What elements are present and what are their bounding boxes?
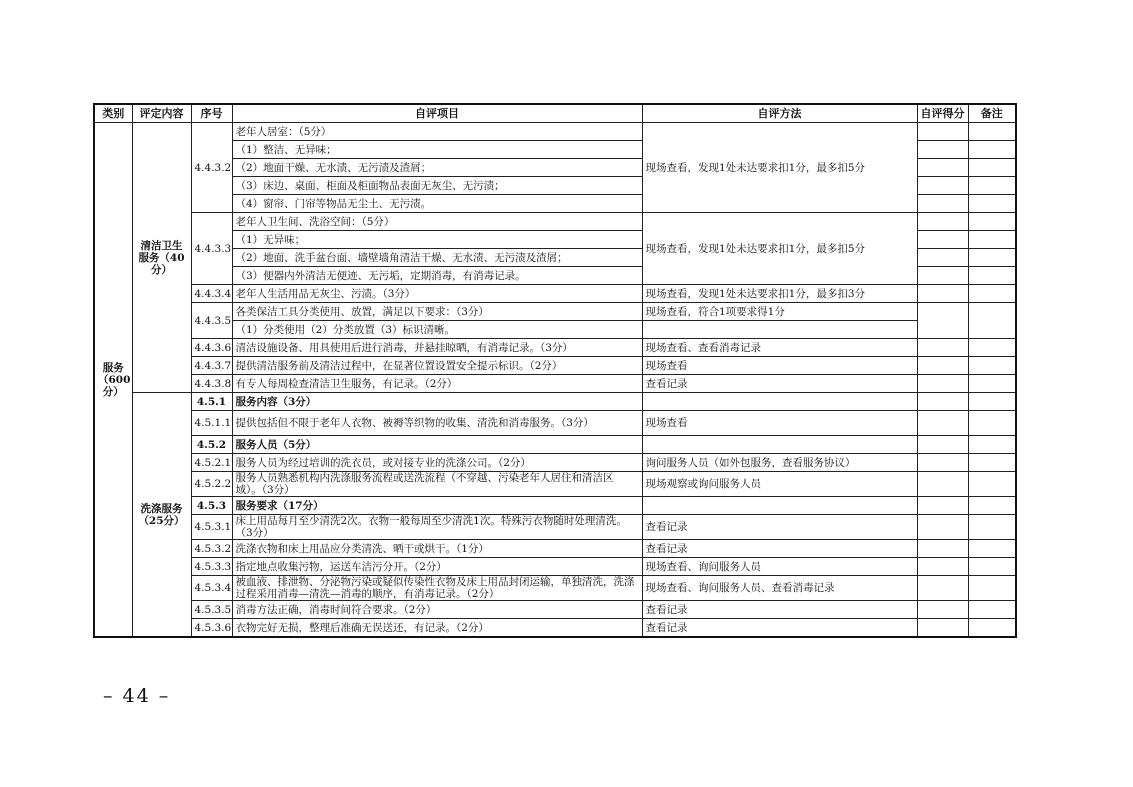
seq-cell: 4.5.3.1 xyxy=(191,515,232,540)
remark-cell[interactable] xyxy=(968,436,1016,454)
score-cell[interactable] xyxy=(917,231,968,249)
item-cell: （4）窗帘、门帘等物品无尘土、无污渍。 xyxy=(232,195,642,213)
seq-cell: 4.5.1.1 xyxy=(191,411,232,436)
remark-cell[interactable] xyxy=(968,619,1016,638)
score-cell[interactable] xyxy=(917,558,968,576)
method-cell: 现场查看，符合1项要求得1分 xyxy=(642,303,917,321)
score-cell[interactable] xyxy=(917,393,968,411)
score-cell[interactable] xyxy=(917,177,968,195)
section-title: 服务人员（5分） xyxy=(232,436,642,454)
table-row xyxy=(94,472,1016,497)
remark-cell[interactable] xyxy=(968,231,1016,249)
seq-cell: 4.4.3.4 xyxy=(191,285,232,303)
remark-cell[interactable] xyxy=(968,472,1016,497)
score-cell[interactable] xyxy=(917,123,968,141)
table-row xyxy=(94,393,1016,411)
item-cell: 床上用品每月至少清洗2次。衣物一般每周至少清洗1次。特殊污衣物随时处理清洗。（3分） xyxy=(232,515,642,540)
table-row xyxy=(94,454,1016,472)
item-cell: 老年人居室：（5分） xyxy=(232,123,642,141)
remark-cell[interactable] xyxy=(968,393,1016,411)
method-cell xyxy=(642,436,917,454)
header-remark: 备注 xyxy=(968,104,1016,123)
item-cell: （2）地面、洗手盆台面、墙壁墙角清洁干燥、无水渍、无污渍及渣屑； xyxy=(232,249,642,267)
remark-cell[interactable] xyxy=(968,213,1016,231)
page-number: – 44 – xyxy=(103,685,171,707)
method-cell: 查看记录 xyxy=(642,375,917,393)
seq-cell: 4.5.3 xyxy=(191,497,232,515)
score-cell[interactable] xyxy=(917,213,968,231)
item-cell: 有专人每周检查清洁卫生服务，有记录。（2分） xyxy=(232,375,642,393)
item-cell: 老年人卫生间、洗浴空间：（5分） xyxy=(232,213,642,231)
table-row xyxy=(94,213,1016,231)
seq-cell: 4.5.3.4 xyxy=(191,576,232,601)
self-evaluation-table xyxy=(93,103,1017,638)
table-row xyxy=(94,497,1016,515)
seq-cell: 4.5.2.1 xyxy=(191,454,232,472)
table-row xyxy=(94,321,1016,339)
table-row xyxy=(94,576,1016,601)
seq-cell: 4.5.3.5 xyxy=(191,601,232,619)
remark-cell[interactable] xyxy=(968,123,1016,141)
method-cell: 现场观察或询问服务人员 xyxy=(642,472,917,497)
table-row xyxy=(94,619,1016,638)
item-cell: （1）分类使用（2）分类放置（3）标识清晰。 xyxy=(232,321,642,339)
method-cell: 查看记录 xyxy=(642,540,917,558)
table-row xyxy=(94,375,1016,393)
table-row xyxy=(94,339,1016,357)
group-laundry: 洗涤服务（25分） xyxy=(132,393,191,638)
score-cell[interactable] xyxy=(917,576,968,601)
table-row xyxy=(94,540,1016,558)
item-cell: 老年人生活用品无灰尘、污渍。（3分） xyxy=(232,285,642,303)
method-cell: 现场查看、询问服务人员 xyxy=(642,558,917,576)
seq-cell: 4.5.2 xyxy=(191,436,232,454)
item-cell: 各类保洁工具分类使用、放置，满足以下要求：（3分） xyxy=(232,303,642,321)
method-cell xyxy=(642,497,917,515)
method-cell: 现场查看、查看消毒记录 xyxy=(642,339,917,357)
table-row xyxy=(94,123,1016,141)
item-cell: （1）无异味； xyxy=(232,231,642,249)
item-cell: （2）地面干燥、无水渍、无污渍及渣屑； xyxy=(232,159,642,177)
score-cell[interactable] xyxy=(917,515,968,540)
remark-cell[interactable] xyxy=(968,177,1016,195)
score-cell[interactable] xyxy=(917,267,968,285)
item-cell: （1）整洁、无异味； xyxy=(232,141,642,159)
table-row xyxy=(94,357,1016,375)
header-method: 自评方法 xyxy=(642,104,917,123)
method-cell: 现场查看、询问服务人员、查看消毒记录 xyxy=(642,576,917,601)
seq-cell: 4.4.3.3 xyxy=(191,213,232,285)
section-title: 服务要求（17分） xyxy=(232,497,642,515)
method-cell: 现场查看，发现1处未达要求扣1分，最多扣3分 xyxy=(642,285,917,303)
item-cell: 提供清洁服务前及清洁过程中，在显著位置设置安全提示标识。（2分） xyxy=(232,357,642,375)
item-cell: 服务人员为经过培训的洗衣员，或对接专业的洗涤公司。（2分） xyxy=(232,454,642,472)
score-cell[interactable] xyxy=(917,472,968,497)
score-cell[interactable] xyxy=(917,285,968,303)
item-cell: 指定地点收集污物，运送车洁污分开。（2分） xyxy=(232,558,642,576)
method-cell: 查看记录 xyxy=(642,515,917,540)
header-score: 自评得分 xyxy=(917,104,968,123)
score-cell[interactable] xyxy=(917,454,968,472)
item-cell: （3）床边、桌面、柜面及柜面物品表面无灰尘、无污渍； xyxy=(232,177,642,195)
remark-cell[interactable] xyxy=(968,141,1016,159)
method-cell xyxy=(642,321,917,339)
score-cell[interactable] xyxy=(917,601,968,619)
remark-cell[interactable] xyxy=(968,195,1016,213)
method-cell: 查看记录 xyxy=(642,619,917,638)
table-row xyxy=(94,303,1016,321)
remark-cell[interactable] xyxy=(968,576,1016,601)
table-row xyxy=(94,515,1016,540)
remark-cell[interactable] xyxy=(968,357,1016,375)
remark-cell[interactable] xyxy=(968,497,1016,515)
table-row xyxy=(94,601,1016,619)
seq-cell: 4.5.3.3 xyxy=(191,558,232,576)
remark-cell[interactable] xyxy=(968,267,1016,285)
item-cell: （3）便器内外清洁无便迹、无污垢，定期消毒，有消毒记录。 xyxy=(232,267,642,285)
score-cell[interactable] xyxy=(917,195,968,213)
method-cell: 现场查看，发现1处未达要求扣1分，最多扣5分 xyxy=(642,213,917,285)
item-cell: 提供包括但不限于老年人衣物、被褥等织物的收集、清洗和消毒服务。（3分） xyxy=(232,411,642,436)
remark-cell[interactable] xyxy=(968,249,1016,267)
remark-cell[interactable] xyxy=(968,540,1016,558)
score-cell[interactable] xyxy=(917,619,968,638)
seq-cell: 4.4.3.7 xyxy=(191,357,232,375)
score-cell[interactable] xyxy=(917,375,968,393)
score-cell[interactable] xyxy=(917,141,968,159)
score-cell[interactable] xyxy=(917,357,968,375)
remark-cell[interactable] xyxy=(968,285,1016,303)
seq-cell: 4.4.3.6 xyxy=(191,339,232,357)
method-cell xyxy=(642,393,917,411)
seq-cell: 4.4.3.2 xyxy=(191,123,232,213)
item-cell: 衣物完好无损，整理后准确无误送还，有记录。（2分） xyxy=(232,619,642,638)
item-cell: 服务人员熟悉机构内洗涤服务流程或送洗流程（不穿越、污染老年人居住和清洁区域）。（3分） xyxy=(232,472,642,497)
score-cell[interactable] xyxy=(917,540,968,558)
item-cell: 消毒方法正确，消毒时间符合要求。（2分） xyxy=(232,601,642,619)
remark-cell[interactable] xyxy=(968,375,1016,393)
item-cell: 清洁设施设备、用具使用后进行消毒，并悬挂晾晒，有消毒记录。（3分） xyxy=(232,339,642,357)
remark-cell[interactable] xyxy=(968,411,1016,436)
table-row xyxy=(94,436,1016,454)
score-cell[interactable] xyxy=(917,411,968,436)
header-seq: 序号 xyxy=(191,104,232,123)
table-row xyxy=(94,558,1016,576)
item-cell: 洗涤衣物和床上用品应分类清洗、晒干或烘干。（1分） xyxy=(232,540,642,558)
item-cell: 被血液、排泄物、分泌物污染或疑似传染性衣物及床上用品封闭运输，单独清洗，洗涤过程采用消毒—清洗—消毒的顺序，有消毒记录。（2分） xyxy=(232,576,642,601)
method-cell: 现场查看，发现1处未达要求扣1分，最多扣5分 xyxy=(642,123,917,213)
method-cell: 现场查看 xyxy=(642,411,917,436)
header-item: 自评项目 xyxy=(232,104,642,123)
seq-cell: 4.5.2.2 xyxy=(191,472,232,497)
remark-cell[interactable] xyxy=(968,454,1016,472)
seq-cell: 4.4.3.5 xyxy=(191,303,232,339)
table-header-row xyxy=(94,104,1016,123)
seq-cell: 4.5.3.6 xyxy=(191,619,232,638)
score-cell[interactable] xyxy=(917,303,968,339)
table-row xyxy=(94,411,1016,436)
seq-cell: 4.5.3.2 xyxy=(191,540,232,558)
remark-cell[interactable] xyxy=(968,601,1016,619)
remark-cell[interactable] xyxy=(968,303,1016,339)
category-cell: 服务（600分） xyxy=(94,123,132,638)
method-cell: 询问服务人员（如外包服务，查看服务协议） xyxy=(642,454,917,472)
score-cell[interactable] xyxy=(917,497,968,515)
score-cell[interactable] xyxy=(917,159,968,177)
header-category: 类别 xyxy=(94,104,132,123)
seq-cell: 4.5.1 xyxy=(191,393,232,411)
method-cell: 现场查看 xyxy=(642,357,917,375)
remark-cell[interactable] xyxy=(968,515,1016,540)
score-cell[interactable] xyxy=(917,339,968,357)
remark-cell[interactable] xyxy=(968,159,1016,177)
method-cell: 查看记录 xyxy=(642,601,917,619)
header-content: 评定内容 xyxy=(132,104,191,123)
remark-cell[interactable] xyxy=(968,339,1016,357)
section-title: 服务内容（3分） xyxy=(232,393,642,411)
score-cell[interactable] xyxy=(917,249,968,267)
group-cleaning: 清洁卫生服务（40分） xyxy=(132,123,191,393)
remark-cell[interactable] xyxy=(968,558,1016,576)
table-row xyxy=(94,285,1016,303)
score-cell[interactable] xyxy=(917,436,968,454)
seq-cell: 4.4.3.8 xyxy=(191,375,232,393)
